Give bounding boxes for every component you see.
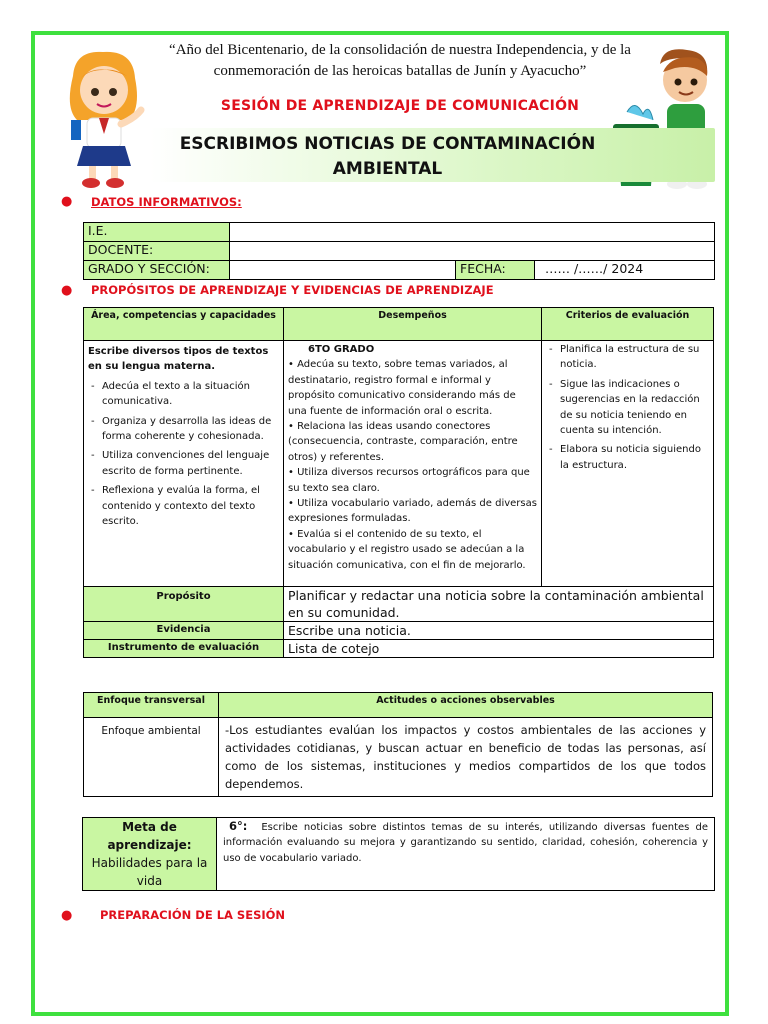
- list-item: • Utiliza diversos recursos ortográficos para que su texto sea claro.: [288, 467, 530, 494]
- competencia: Escribe diversos tipos de textos en su lengua materna.: [88, 346, 269, 373]
- section-preparacion: PREPARACIÓN DE LA SESIÓN: [100, 908, 286, 922]
- header-area: Área, competencias y capacidades: [84, 308, 284, 341]
- list-item: • Utiliza vocabulario variado, además de diversas expresiones formuladas.: [288, 498, 537, 525]
- list-item: - Utiliza convenciones del lenguaje escrito de forma pertinente.: [102, 448, 279, 479]
- fecha-label: FECHA:: [456, 261, 535, 280]
- enfoque-value: Enfoque ambiental: [84, 718, 219, 797]
- header-actitudes: Actitudes o acciones observables: [219, 693, 713, 718]
- enfoque-table: [83, 692, 713, 797]
- area-cell: [84, 341, 284, 587]
- list-item: - Elabora su noticia siguiendo la estructura.: [560, 442, 709, 473]
- ie-label: I.E.: [84, 223, 230, 242]
- habilidades-label: Habilidades para la vida: [91, 856, 208, 888]
- list-item: - Organiza y desarrolla las ideas de forma coherente y cohesionada.: [102, 414, 279, 445]
- grado-label: GRADO Y SECCIÓN:: [84, 261, 230, 280]
- ie-field[interactable]: [230, 223, 715, 242]
- list-item: - Adecúa el texto a la situación comunicativa.: [102, 379, 279, 410]
- list-item: - Reflexiona y evalúa la forma, el contenido y contexto del texto escrito.: [102, 483, 279, 529]
- year-title: [120, 40, 680, 82]
- header-enfoque: Enfoque transversal: [84, 693, 219, 718]
- grado-label: 6TO GRADO: [308, 344, 375, 355]
- header-criterios: Criterios de evaluación: [542, 308, 714, 341]
- evidencia-label: Evidencia: [84, 622, 284, 640]
- list-item: • Relaciona las ideas usando conectores (consecuencia, contraste, comparación, entre otros) y referentes.: [288, 421, 518, 463]
- desempenos-cell: [284, 341, 542, 587]
- proposito-value: Planificar y redactar una noticia sobre la contaminación ambiental en su comunidad.: [284, 587, 714, 622]
- bullet-icon: ●: [61, 908, 73, 923]
- list-item: - Planifica la estructura de su noticia.: [560, 342, 709, 373]
- instrumento-label: Instrumento de evaluación: [84, 640, 284, 658]
- docente-field[interactable]: [230, 242, 715, 261]
- criterios-list: [546, 342, 709, 473]
- main-title-line-1: ESCRIBIMOS NOTICIAS DE CONTAMINACIÓN: [179, 134, 596, 154]
- grado-field[interactable]: [230, 261, 456, 280]
- list-item: - Sigue las indicaciones o sugerencias en la redacción de su noticia teniendo en cuenta su intención.: [560, 377, 709, 439]
- meta-table: [82, 817, 715, 891]
- meta-text-cell: [217, 818, 715, 891]
- evidencia-value: Escribe una noticia.: [284, 622, 714, 640]
- fecha-field[interactable]: …… /……/ 2024: [535, 261, 715, 280]
- propositos-table: [83, 307, 714, 658]
- year-title-line-1: “Año del Bicentenario, de la consolidación de nuestra Independencia, y de la: [169, 42, 631, 58]
- bullet-icon: ●: [61, 283, 73, 298]
- docente-label: DOCENTE:: [84, 242, 230, 261]
- header-desempenos: Desempeños: [284, 308, 542, 341]
- meta-label: Meta de aprendizaje:: [107, 820, 192, 852]
- year-title-line-2: conmemoración de las heroicas batallas de Junín y Ayacucho”: [213, 63, 587, 79]
- meta-grade: 6°:: [229, 819, 248, 833]
- session-title: SESIÓN DE APRENDIZAJE DE COMUNICACIÓN: [220, 98, 580, 114]
- capacidades-list: [88, 379, 279, 530]
- bullet-icon: ●: [61, 194, 73, 209]
- actitudes-value: -Los estudiantes evalúan los impactos y costos ambientales de las acciones y actividades cotidianas, y buscan actuar en beneficio de todas las personas, así como de los sistemas, instituciones y medios compartidos de los que todos dependemos.: [219, 718, 713, 797]
- section-datos: DATOS INFORMATIVOS:: [91, 195, 242, 209]
- datos-table: [83, 222, 715, 280]
- instrumento-value: Lista de cotejo: [284, 640, 714, 658]
- list-item: • Evalúa si el contenido de su texto, el vocabulario y el registro usado se adecúan a la situación comunicativa, con el fin de mejorarlo.: [288, 528, 526, 571]
- section-propositos: PROPÓSITOS DE APRENDIZAJE Y EVIDENCIAS DE APRENDIZAJE: [91, 283, 494, 297]
- main-title-line-2: AMBIENTAL: [332, 159, 443, 179]
- list-item: • Adecúa su texto, sobre temas variados, al destinatario, registro formal e informal y propósito comunicativo considerando más de una fuente de información oral o escrita.: [288, 359, 516, 417]
- main-title: [160, 132, 615, 182]
- proposito-label: Propósito: [84, 587, 284, 622]
- meta-label-cell: [83, 818, 217, 891]
- criterios-cell: [542, 341, 714, 587]
- meta-text: Escribe noticias sobre distintos temas de su interés, utilizando diversas fuentes de información evaluando su mejora y garantizando su sentido, claridad, cohesión, coherencia y uso de vocabulario variado.: [223, 822, 708, 864]
